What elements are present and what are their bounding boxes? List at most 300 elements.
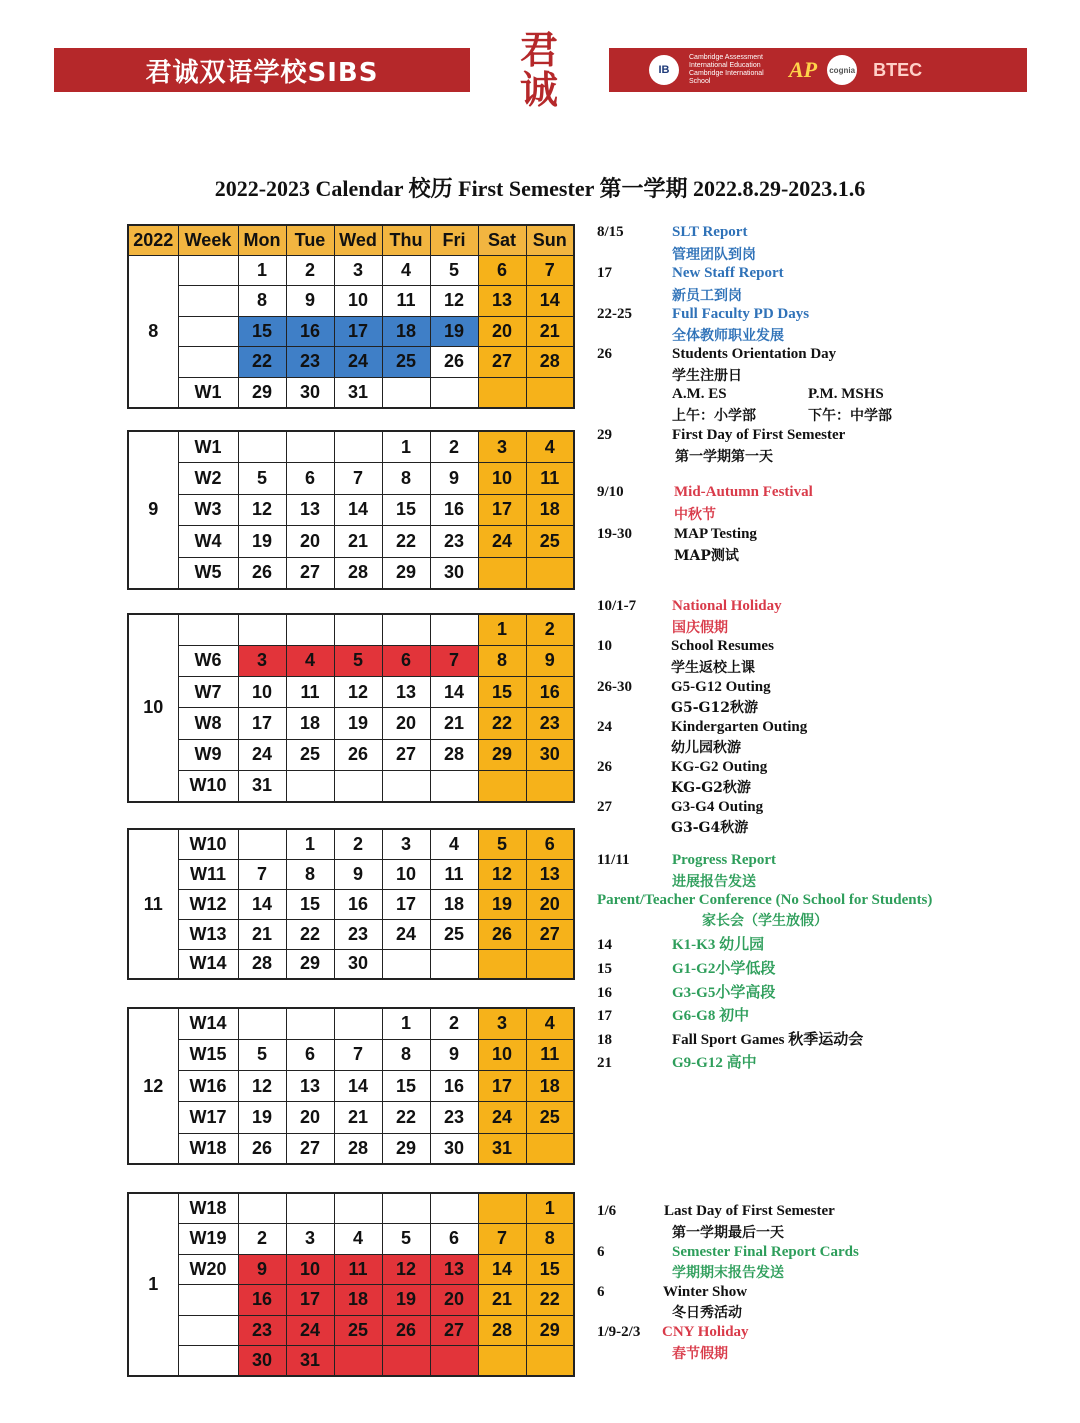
event-date: 14	[597, 937, 612, 953]
event-title: Progress Report	[672, 852, 777, 868]
event-title-zh: 幼儿园秋游	[671, 740, 741, 756]
week-label: W17	[178, 1102, 238, 1133]
day-cell: 18	[334, 1285, 382, 1316]
day-cell	[430, 377, 478, 408]
day-cell: 4	[526, 431, 574, 463]
day-cell: 31	[238, 770, 286, 801]
event-title: MAP Testing	[674, 526, 757, 542]
month-table	[127, 1007, 575, 1165]
day-cell	[382, 949, 430, 979]
calendar-header-row	[128, 225, 574, 255]
day-cell: 10	[238, 677, 286, 708]
week-row	[128, 645, 574, 676]
day-cell	[478, 377, 526, 408]
day-cell: 24	[478, 1102, 526, 1133]
event-title-zh: 家长会（学生放假）	[702, 913, 828, 929]
week-row	[128, 1224, 574, 1255]
day-cell	[478, 557, 526, 589]
day-cell	[382, 1346, 430, 1377]
day-cell: 13	[286, 1071, 334, 1102]
day-cell: 16	[238, 1285, 286, 1316]
week-label: W12	[178, 889, 238, 919]
day-cell: 2	[286, 255, 334, 286]
event-title-zh: 上午：小学部	[672, 408, 756, 424]
day-cell: 18	[526, 494, 574, 526]
day-cell: 9	[430, 1039, 478, 1070]
event-date: 15	[597, 961, 612, 977]
event-date: 22-25	[597, 306, 632, 322]
event-title: New Staff Report	[672, 265, 784, 281]
day-cell: 29	[382, 1133, 430, 1164]
day-cell: 13	[526, 859, 574, 889]
event-title-zh: 冬日秀活动	[672, 1305, 742, 1321]
event-date: 16	[597, 985, 612, 1001]
day-cell: 17	[334, 316, 382, 347]
day-cell: 8	[382, 1039, 430, 1070]
day-cell: 26	[238, 557, 286, 589]
day-cell: 18	[430, 889, 478, 919]
event-title: Parent/Teacher Conference (No School for Students)	[597, 892, 933, 908]
day-cell: 3	[382, 829, 430, 859]
day-cell: 25	[430, 919, 478, 949]
day-cell: 2	[430, 431, 478, 463]
week-label: W6	[178, 645, 238, 676]
column-header: Fri	[430, 225, 478, 255]
week-label: W8	[178, 708, 238, 739]
month-label: 8	[128, 255, 178, 408]
week-label: W20	[178, 1254, 238, 1285]
day-cell	[238, 431, 286, 463]
day-cell: 14	[334, 1071, 382, 1102]
week-row	[128, 614, 574, 645]
day-cell: 15	[238, 316, 286, 347]
event-date: 10	[597, 638, 612, 654]
day-cell: 4	[526, 1008, 574, 1039]
week-label: W2	[178, 463, 238, 495]
week-label: W19	[178, 1224, 238, 1255]
day-cell: 11	[286, 677, 334, 708]
column-header: Thu	[382, 225, 430, 255]
day-cell: 22	[526, 1285, 574, 1316]
month-label: 11	[128, 829, 178, 979]
event-title: G9-G12 高中	[672, 1055, 757, 1071]
event-title: National Holiday	[672, 598, 782, 614]
day-cell: 1	[478, 614, 526, 645]
event-title-zh: G5-G12秋游	[671, 700, 758, 716]
day-cell: 13	[430, 1254, 478, 1285]
event-title: CNY Holiday	[662, 1324, 749, 1340]
event-title: G3-G5小学高段	[672, 985, 776, 1001]
day-cell: 27	[478, 347, 526, 378]
day-cell: 11	[334, 1254, 382, 1285]
day-cell: 6	[430, 1224, 478, 1255]
day-cell: 20	[286, 526, 334, 558]
week-label	[178, 286, 238, 317]
week-row	[128, 1315, 574, 1346]
event-date: 21	[597, 1055, 612, 1071]
day-cell: 21	[334, 526, 382, 558]
day-cell	[526, 1133, 574, 1164]
week-row	[128, 431, 574, 463]
day-cell	[526, 1346, 574, 1377]
month-table	[127, 224, 575, 409]
week-row	[128, 919, 574, 949]
day-cell: 12	[382, 1254, 430, 1285]
event-date: 1/9-2/3	[597, 1324, 641, 1340]
day-cell: 12	[430, 286, 478, 317]
event-title: P.M. MSHS	[808, 386, 884, 402]
day-cell: 27	[526, 919, 574, 949]
day-cell: 18	[382, 316, 430, 347]
event-title: Full Faculty PD Days	[672, 306, 810, 322]
day-cell	[430, 614, 478, 645]
day-cell: 8	[526, 1224, 574, 1255]
day-cell: 26	[430, 347, 478, 378]
day-cell	[526, 949, 574, 979]
day-cell: 30	[334, 949, 382, 979]
event-title-zh: 中秋节	[674, 507, 716, 523]
day-cell: 20	[286, 1102, 334, 1133]
day-cell: 24	[286, 1315, 334, 1346]
day-cell	[430, 1346, 478, 1377]
day-cell: 16	[334, 889, 382, 919]
btec-logo: BTEC	[873, 59, 923, 80]
day-cell: 8	[238, 286, 286, 317]
day-cell: 25	[526, 526, 574, 558]
day-cell: 7	[334, 463, 382, 495]
day-cell: 14	[478, 1254, 526, 1285]
day-cell: 8	[382, 463, 430, 495]
day-cell: 31	[286, 1346, 334, 1377]
day-cell: 25	[334, 1315, 382, 1346]
week-row	[128, 949, 574, 979]
day-cell: 2	[430, 1008, 478, 1039]
event-date: 29	[597, 427, 612, 443]
event-date: 26	[597, 346, 612, 362]
day-cell	[382, 770, 430, 801]
event-title: First Day of First Semester	[672, 427, 846, 443]
day-cell: 3	[478, 431, 526, 463]
day-cell: 6	[526, 829, 574, 859]
day-cell: 20	[526, 889, 574, 919]
day-cell	[334, 614, 382, 645]
day-cell: 31	[478, 1133, 526, 1164]
day-cell: 17	[286, 1285, 334, 1316]
week-row	[128, 889, 574, 919]
day-cell: 2	[334, 829, 382, 859]
event-date: 26-30	[597, 679, 632, 695]
day-cell: 9	[526, 645, 574, 676]
week-row	[128, 1193, 574, 1224]
month-table	[127, 613, 575, 803]
day-cell: 24	[238, 739, 286, 770]
week-label: W1	[178, 431, 238, 463]
day-cell: 12	[334, 677, 382, 708]
day-cell: 11	[430, 859, 478, 889]
month-label: 12	[128, 1008, 178, 1164]
day-cell: 4	[430, 829, 478, 859]
day-cell: 26	[382, 1315, 430, 1346]
accreditation-banner	[609, 48, 1027, 92]
day-cell: 7	[334, 1039, 382, 1070]
day-cell	[478, 770, 526, 801]
day-cell: 1	[286, 829, 334, 859]
event-title-zh: MAP测试	[674, 548, 739, 564]
day-cell	[478, 1193, 526, 1224]
event-date: 10/1-7	[597, 598, 637, 614]
week-row	[128, 1039, 574, 1070]
event-title-zh: 国庆假期	[672, 620, 728, 636]
column-header: 2022	[128, 225, 178, 255]
event-date: 6	[597, 1284, 605, 1300]
day-cell: 28	[526, 347, 574, 378]
logo-char-2: 诚	[519, 67, 558, 112]
day-cell: 22	[238, 347, 286, 378]
day-cell: 7	[478, 1224, 526, 1255]
day-cell: 11	[526, 463, 574, 495]
day-cell: 6	[286, 463, 334, 495]
day-cell: 27	[430, 1315, 478, 1346]
event-title: K1-K3 幼儿园	[672, 937, 765, 953]
week-row	[128, 859, 574, 889]
day-cell: 22	[382, 1102, 430, 1133]
day-cell: 9	[238, 1254, 286, 1285]
event-title-zh: 管理团队到岗	[672, 247, 756, 263]
day-cell: 22	[382, 526, 430, 558]
week-label: W16	[178, 1071, 238, 1102]
day-cell: 21	[334, 1102, 382, 1133]
column-header: Week	[178, 225, 238, 255]
month-label: 10	[128, 614, 178, 802]
day-cell: 9	[334, 859, 382, 889]
event-title: Winter Show	[663, 1284, 748, 1300]
day-cell: 13	[478, 286, 526, 317]
month-table	[127, 828, 575, 980]
day-cell: 20	[382, 708, 430, 739]
day-cell: 15	[478, 677, 526, 708]
day-cell: 12	[238, 494, 286, 526]
school-banner	[54, 48, 470, 92]
event-title-zh: 全体教师职业发展	[672, 328, 784, 344]
week-label: W9	[178, 739, 238, 770]
cambridge-logo: Cambridge Assessment International Education Cambridge International School	[689, 54, 764, 85]
week-label: W14	[178, 949, 238, 979]
day-cell: 26	[238, 1133, 286, 1164]
day-cell	[286, 431, 334, 463]
day-cell: 1	[382, 1008, 430, 1039]
day-cell: 30	[526, 739, 574, 770]
day-cell: 7	[238, 859, 286, 889]
week-label: W10	[178, 829, 238, 859]
event-title-zh: 第一学期最后一天	[672, 1225, 784, 1241]
event-title: KG-G2 Outing	[671, 759, 768, 775]
event-title: Mid-Autumn Festival	[674, 484, 813, 500]
day-cell: 18	[286, 708, 334, 739]
day-cell: 3	[238, 645, 286, 676]
school-logo	[514, 28, 564, 112]
day-cell: 31	[334, 377, 382, 408]
day-cell: 20	[430, 1285, 478, 1316]
week-row	[128, 1008, 574, 1039]
month-table	[127, 1192, 575, 1377]
day-cell: 12	[478, 859, 526, 889]
day-cell: 4	[286, 645, 334, 676]
event-date: 17	[597, 265, 612, 281]
day-cell	[334, 1008, 382, 1039]
day-cell: 7	[526, 255, 574, 286]
day-cell: 21	[238, 919, 286, 949]
day-cell: 17	[382, 889, 430, 919]
day-cell	[334, 770, 382, 801]
event-title: G5-G12 Outing	[671, 679, 771, 695]
day-cell: 28	[478, 1315, 526, 1346]
day-cell: 14	[526, 286, 574, 317]
event-date: 8/15	[597, 224, 624, 240]
day-cell: 22	[286, 919, 334, 949]
day-cell	[382, 377, 430, 408]
day-cell: 3	[286, 1224, 334, 1255]
day-cell: 17	[478, 494, 526, 526]
day-cell	[238, 1193, 286, 1224]
week-row	[128, 347, 574, 378]
event-title: A.M. ES	[672, 386, 727, 402]
event-title: Kindergarten Outing	[671, 719, 808, 735]
event-title-zh: 第一学期第一天	[675, 449, 773, 465]
day-cell: 14	[334, 494, 382, 526]
week-row	[128, 255, 574, 286]
day-cell: 25	[382, 347, 430, 378]
day-cell: 23	[286, 347, 334, 378]
week-label: W11	[178, 859, 238, 889]
week-row	[128, 526, 574, 558]
day-cell: 19	[382, 1285, 430, 1316]
week-label	[178, 614, 238, 645]
day-cell: 19	[430, 316, 478, 347]
day-cell: 10	[334, 286, 382, 317]
event-title: G1-G2小学低段	[672, 961, 776, 977]
day-cell: 17	[478, 1071, 526, 1102]
day-cell	[334, 1346, 382, 1377]
day-cell	[430, 1193, 478, 1224]
cognia-logo: cognia	[827, 55, 857, 85]
day-cell	[286, 614, 334, 645]
day-cell: 16	[430, 1071, 478, 1102]
column-header: Wed	[334, 225, 382, 255]
day-cell: 3	[334, 255, 382, 286]
event-date: 17	[597, 1008, 612, 1024]
day-cell: 10	[286, 1254, 334, 1285]
day-cell: 19	[478, 889, 526, 919]
day-cell: 4	[382, 255, 430, 286]
column-header: Sun	[526, 225, 574, 255]
day-cell: 15	[286, 889, 334, 919]
month-table	[127, 430, 575, 590]
day-cell: 13	[382, 677, 430, 708]
week-row	[128, 316, 574, 347]
week-row	[128, 1346, 574, 1377]
event-title: Semester Final Report Cards	[672, 1244, 859, 1260]
event-title-zh: 新员工到岗	[672, 288, 742, 304]
logo-char-1: 君	[519, 27, 558, 72]
day-cell: 3	[478, 1008, 526, 1039]
day-cell	[286, 1193, 334, 1224]
event-title-zh: 春节假期	[672, 1346, 728, 1362]
day-cell: 10	[478, 463, 526, 495]
day-cell	[478, 949, 526, 979]
event-date: 24	[597, 719, 612, 735]
day-cell: 8	[286, 859, 334, 889]
day-cell: 21	[526, 316, 574, 347]
day-cell: 5	[334, 645, 382, 676]
week-label: W1	[178, 377, 238, 408]
day-cell: 23	[430, 1102, 478, 1133]
day-cell: 29	[238, 377, 286, 408]
day-cell: 19	[334, 708, 382, 739]
page-title: 2022-2023 Calendar 校历 First Semester 第一学期 2022.8.29-2023.1.6	[214, 176, 866, 201]
day-cell: 15	[382, 494, 430, 526]
day-cell: 29	[478, 739, 526, 770]
day-cell: 27	[286, 557, 334, 589]
week-row	[128, 1254, 574, 1285]
day-cell: 16	[526, 677, 574, 708]
day-cell	[382, 1193, 430, 1224]
day-cell: 6	[382, 645, 430, 676]
week-row	[128, 463, 574, 495]
day-cell: 13	[286, 494, 334, 526]
event-title-zh: 学生返校上课	[671, 660, 755, 676]
day-cell: 23	[238, 1315, 286, 1346]
event-title-zh: 下午：中学部	[808, 408, 892, 424]
day-cell: 5	[430, 255, 478, 286]
week-label: W5	[178, 557, 238, 589]
day-cell: 17	[238, 708, 286, 739]
day-cell	[238, 829, 286, 859]
week-row	[128, 1102, 574, 1133]
week-label	[178, 1315, 238, 1346]
day-cell: 19	[238, 526, 286, 558]
day-cell: 16	[430, 494, 478, 526]
week-row	[128, 1285, 574, 1316]
event-title: Fall Sport Games 秋季运动会	[672, 1032, 864, 1048]
event-title: School Resumes	[671, 638, 774, 654]
day-cell: 30	[430, 557, 478, 589]
week-label	[178, 316, 238, 347]
day-cell: 11	[526, 1039, 574, 1070]
day-cell	[334, 1193, 382, 1224]
week-label	[178, 347, 238, 378]
event-title-zh: G3-G4秋游	[671, 820, 749, 836]
week-label	[178, 1346, 238, 1377]
day-cell	[526, 770, 574, 801]
day-cell: 2	[526, 614, 574, 645]
event-title: SLT Report	[672, 224, 748, 240]
day-cell: 4	[334, 1224, 382, 1255]
day-cell: 27	[286, 1133, 334, 1164]
week-row	[128, 739, 574, 770]
day-cell: 16	[286, 316, 334, 347]
week-label: W14	[178, 1008, 238, 1039]
day-cell: 6	[286, 1039, 334, 1070]
day-cell: 21	[478, 1285, 526, 1316]
event-title-zh: KG-G2秋游	[671, 780, 751, 796]
day-cell: 26	[334, 739, 382, 770]
day-cell: 24	[334, 347, 382, 378]
month-label: 1	[128, 1193, 178, 1376]
day-cell: 23	[526, 708, 574, 739]
day-cell: 14	[430, 677, 478, 708]
day-cell: 5	[238, 1039, 286, 1070]
day-cell: 24	[478, 526, 526, 558]
